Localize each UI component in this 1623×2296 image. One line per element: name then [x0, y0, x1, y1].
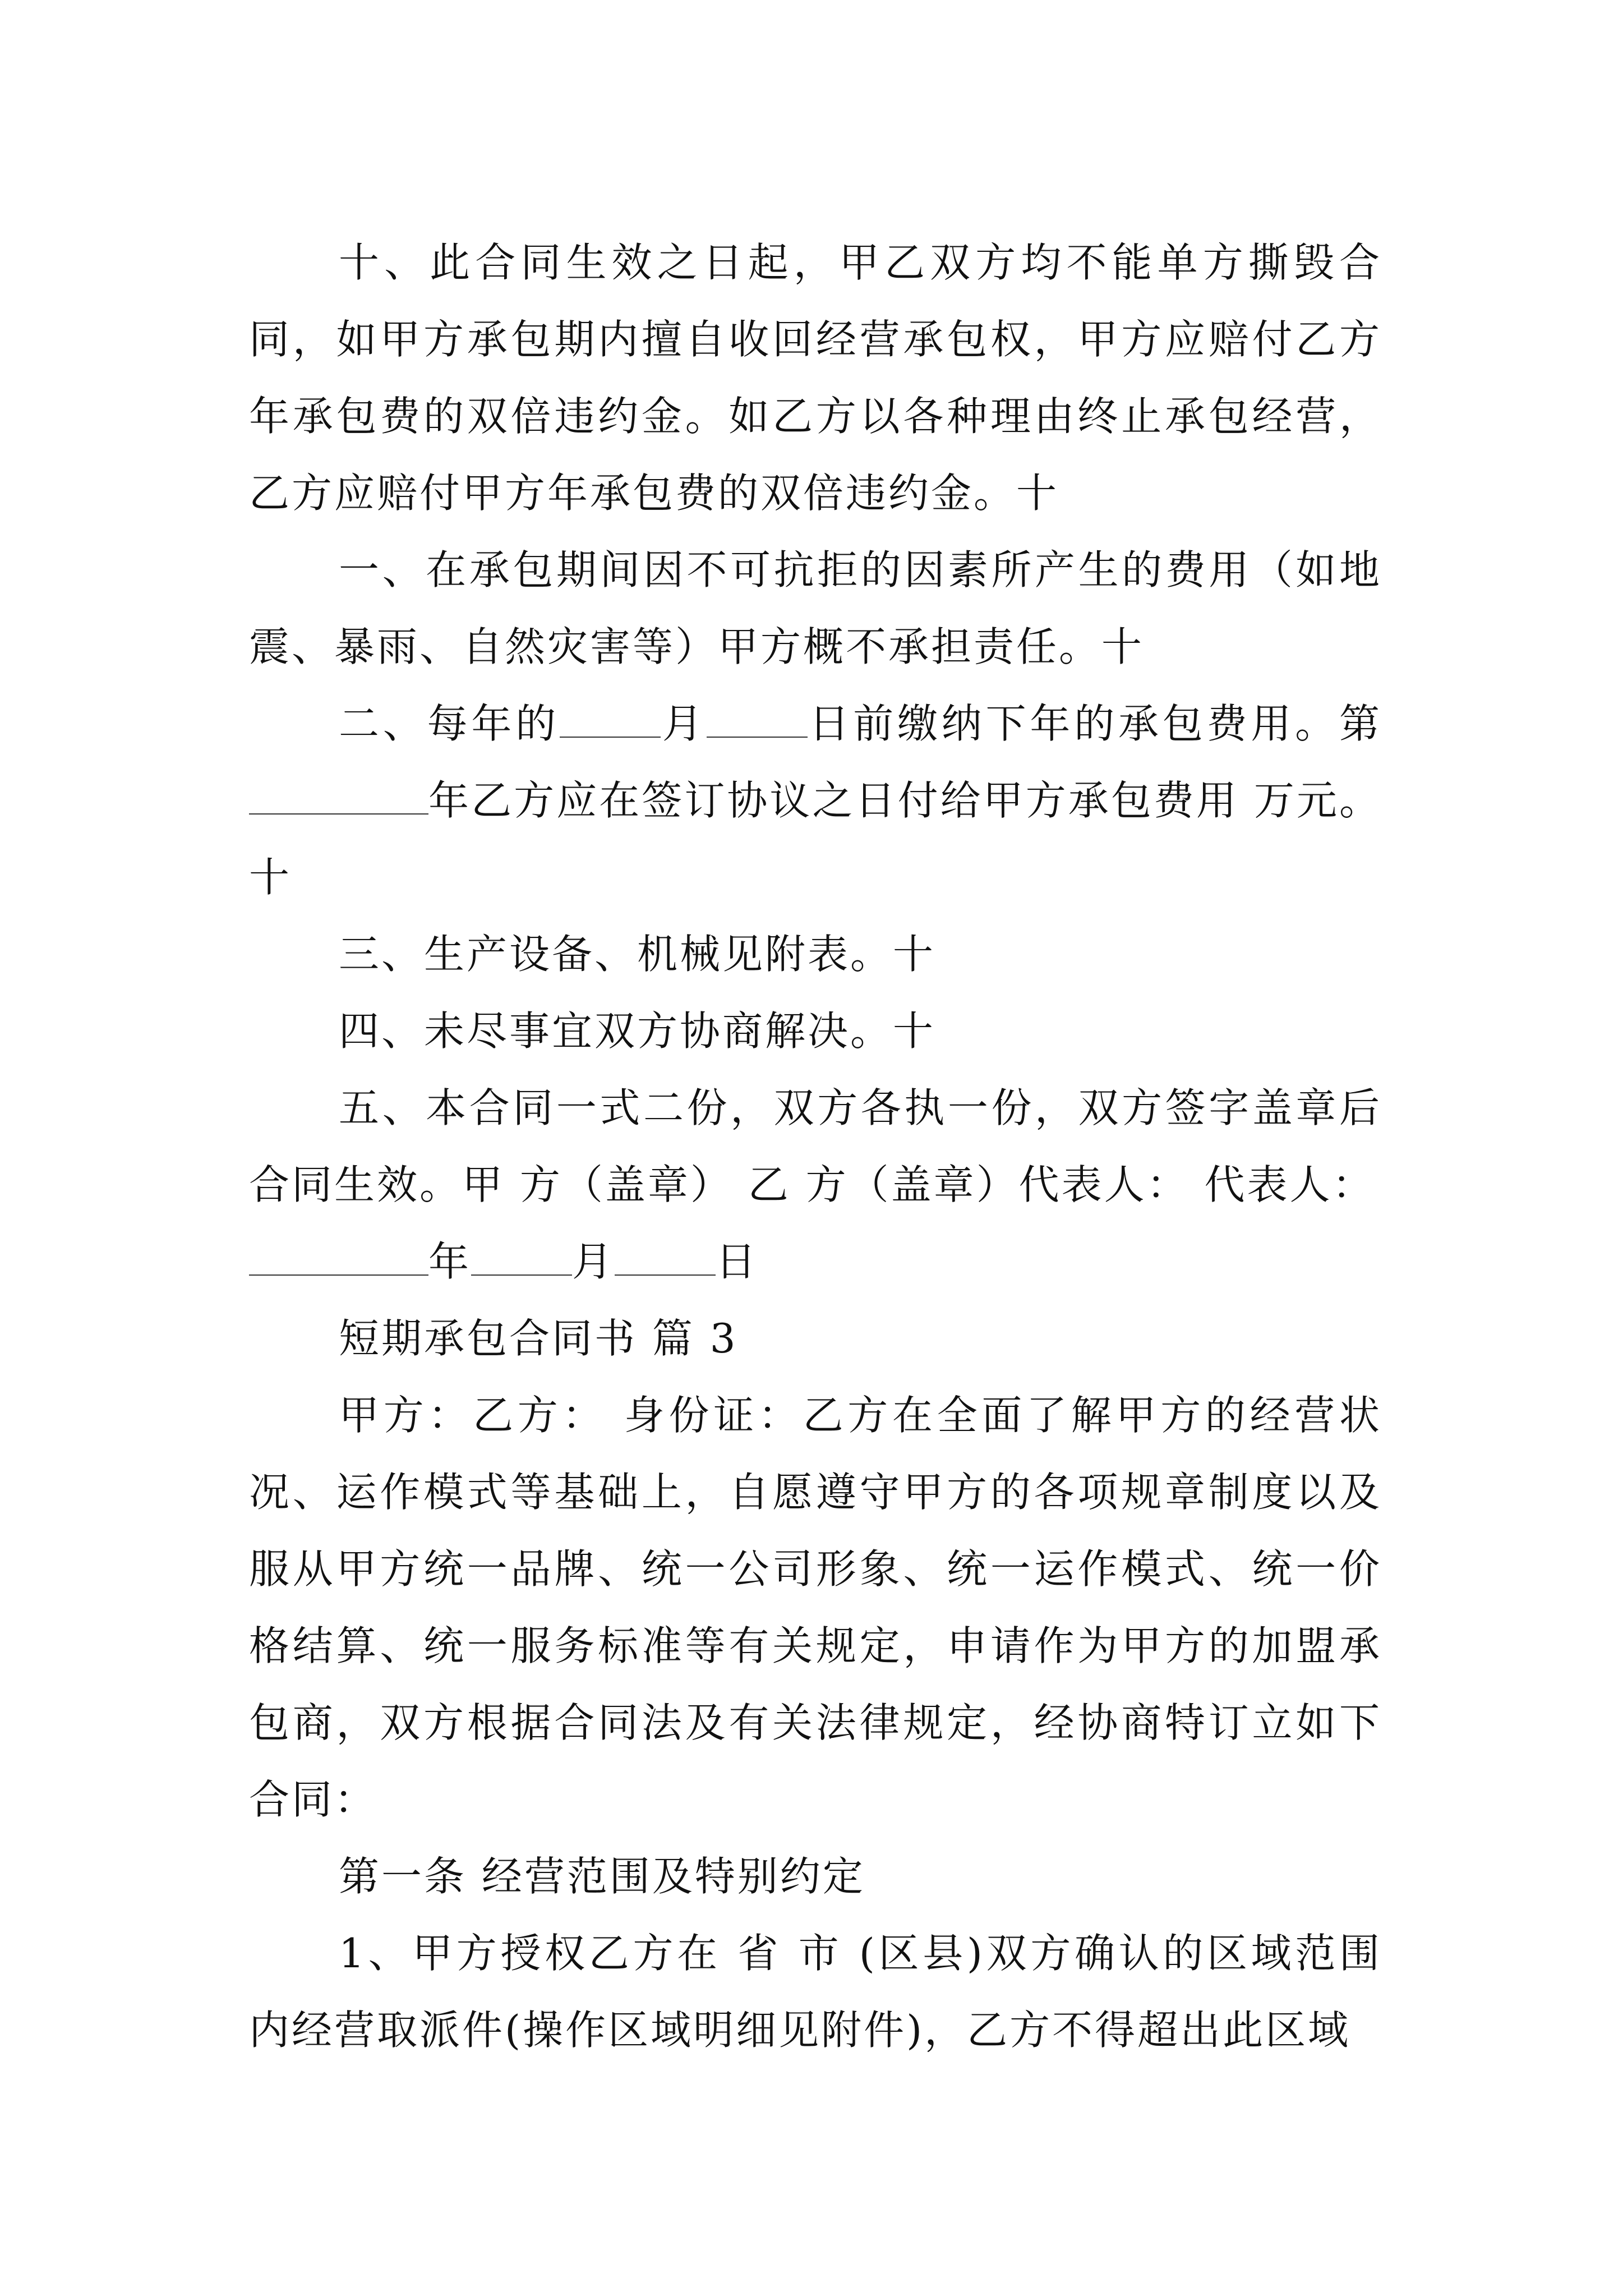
clause-12-paragraph: [249, 685, 1382, 916]
clause-12-text-d: 年乙方应在签订协议之日付给甲方承包费用 万元。十: [249, 777, 1382, 901]
signature-day-blank: [615, 1241, 716, 1276]
article-1-heading: 第一条 经营范围及特别约定: [339, 1853, 865, 1900]
signature-month-label: 月: [572, 1238, 615, 1285]
clause-13-paragraph: 三、生产设备、机械见附表。十: [339, 931, 936, 978]
year-blank: [249, 780, 428, 815]
signature-year-label: 年: [428, 1238, 472, 1285]
section-heading: 短期承包合同书 篇 3: [339, 1315, 738, 1362]
clause-12-text-c: 日前缴纳下年的承包费用。第: [807, 700, 1382, 747]
document-body: [249, 224, 1382, 2069]
day-blank: [707, 703, 808, 738]
signature-year-blank: [249, 1241, 428, 1276]
month-blank: [560, 703, 661, 738]
clause-14-paragraph: 四、未尽事宜双方协商解决。十: [339, 1007, 936, 1055]
clause-11-paragraph: 一、在承包期间因不可抗拒的因素所产生的费用（如地震、暴雨、自然灾害等）甲方概不承担责任。十: [249, 546, 1382, 670]
signature-day-label: 日: [716, 1238, 759, 1285]
article-1-item-1: 1、甲方授权乙方在 省 市 (区县)双方确认的区域范围内经营取派件(操作区域明细见附件)，乙方不得超出此区域: [249, 1930, 1382, 2054]
signature-month-blank: [471, 1241, 572, 1276]
clause-10-paragraph: 十、此合同生效之日起，甲乙双方均不能单方撕毁合同，如甲方承包期内擅自收回经营承包权，甲方应赔付乙方年承包费的双倍违约金。如乙方以各种理由终止承包经营，乙方应赔付甲方年承包费的双倍违约金。十: [249, 239, 1382, 517]
clause-12-text-a: 二、每年的: [339, 700, 560, 747]
preamble-paragraph: 甲方：乙方： 身份证：乙方在全面了解甲方的经营状况、运作模式等基础上，自愿遵守甲方的各项规章制度以及服从甲方统一品牌、统一公司形象、统一运作模式、统一价格结算、统一服务标准等有关规定，申请作为甲方的加盟承包商，双方根据合同法及有关法律规定，经协商特订立如下合同：: [249, 1392, 1382, 1823]
signature-date-line: [249, 1223, 1382, 1300]
clause-12-text-b: 月: [661, 700, 707, 747]
clause-15-paragraph: 五、本合同一式二份，双方各执一份，双方签字盖章后合同生效。甲 方（盖章） 乙 方（盖章）代表人： 代表人：: [249, 1084, 1382, 1208]
